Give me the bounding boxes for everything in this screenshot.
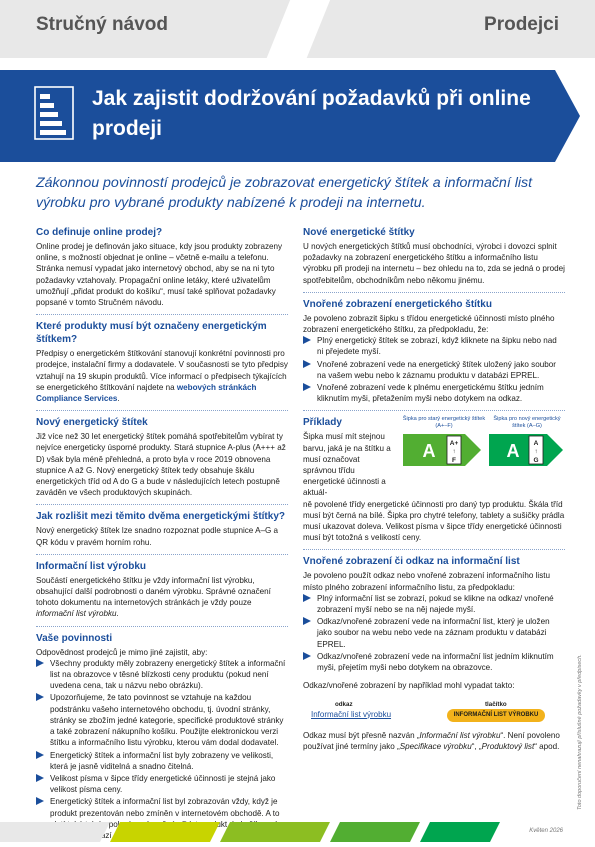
section-nested-label <box>303 298 565 405</box>
compliance-services-link[interactable]: webových stránkách Compliance Services <box>36 382 257 404</box>
svg-text:↑: ↑ <box>534 449 538 456</box>
list-item: Energetický štítek a informační list byl zobrazován vždy, když je produkt prezentován nebo zmíněn v internetovém obchodě. A to <box>36 796 288 841</box>
nested-label-list <box>303 335 565 404</box>
section-heading: Vnořené zobrazení či odkaz na informační list <box>303 556 520 568</box>
section-text: Nový energetický štítek lze snadno rozpoznat podle stupnice A–G a QR kódu v pravém horním rohu. <box>36 526 279 547</box>
section-text: Je povoleno použít odkaz nebo vnořené zobrazení informačního listu místo plného zobrazení informačního listu, za předpokladu: <box>303 571 551 592</box>
audience-label: Prodejci <box>484 14 559 35</box>
arrow-class-text: A <box>506 441 520 462</box>
obligations-list <box>36 658 288 841</box>
scale-bottom: G <box>533 457 539 465</box>
footer-stripes <box>0 822 595 842</box>
side-disclaimer: Toto doporučení nenahrazují příslušné požadavky v předpisech. <box>577 654 583 810</box>
list-item: Vnořené zobrazení vede k plnému energetickému štítku jedním kliknutím myši, přetažením myši nebo dotykem na odkaz. <box>303 382 565 404</box>
label-old-caption: Šipka pro starý energetický štítek (A+–F) <box>402 416 486 430</box>
closing-text: Odkaz musí být přesně nazván „Informační list výrobku“. Není povoleno používat jiné termíny jako „Specifikace výrobku“, „Produktový list“ apod. <box>303 730 560 751</box>
section-info-sheet-link <box>303 555 565 751</box>
sample-button-label: tlačítko <box>485 700 507 708</box>
divider <box>36 626 288 627</box>
section-text: Odpovědnost prodejců je mimo jiné zajistit, aby: <box>36 647 208 657</box>
section-text: Předpisy o energetickém štítkování stanovují konkrétní povinnosti pro prodejce, instalační firmy a dodavatele. V současnosti se tyto předpisy vztahují na 19 skupin produktů. Více informací o předpisech týkajících se energetického štítkování najdete na webových stránkách Compliance Services. <box>36 349 288 404</box>
section-heading: Příklady <box>303 417 342 429</box>
link-samples <box>303 692 565 730</box>
list-item: Vnořené zobrazení vede na energetický štítek uložený jako soubor na vašem webu nebo k záznamu produktu v databázi EPREL. <box>303 359 565 381</box>
list-item: Plný energetický štítek se zobrazí, když kliknete na šipku nebo nad ni přejedete myší. <box>303 335 565 357</box>
info-sheet-list <box>303 593 565 673</box>
section-text: Online prodej je definován jako situace, kdy jsou produkty zobrazeny online, s možností objednat je online – včetně e-mailu a telefonu. Stránka nemusí vypadat jako internetový obchod, aby se na ni tyto požadavky vztahovaly. Propagační online letáky, které uživatelům umožňují „přidat produkt do košíku“, musí také splňovat požadavky popsané v tomto Stručném návodu. <box>36 242 283 308</box>
section-heading: Co definuje online prodej? <box>36 227 163 238</box>
section-heading: Nový energetický štítek <box>36 417 148 429</box>
divider <box>303 410 565 411</box>
list-item: Plný informační list se zobrazí, pokud se klikne na odkaz/ vnořené zobrazení myší nebo se na něj najede myší. <box>303 593 565 615</box>
section-heading: Jak rozlišit mezi těmito dvěma energetickými štítky? <box>36 511 285 523</box>
section-product-sheet <box>36 560 288 620</box>
list-item: Upozorňujeme, že tato povinnost se vztahuje na každou podstránku vašeho internetového obchodu, tj. úvodní stránky, stránky se zbožím jedné kategorie, specifické produktové stránky a také zobrazení nákupního košíku. Použijte elektronickou verzi štítku a informačního listu výrobku, kterou vám dodal dodavatel. <box>36 692 288 748</box>
right-column <box>303 226 565 758</box>
sample-info-button[interactable]: INFORMAČNÍ LIST VÝROBKU <box>447 709 545 722</box>
scale-top: A+ <box>449 440 459 448</box>
divider <box>303 549 565 550</box>
footer-date: Květen 2026 <box>529 828 563 834</box>
section-heading: Vnořené zobrazení energetického štítku <box>303 298 492 310</box>
header-divider <box>262 0 334 70</box>
list-item: Odkaz/vnořené zobrazení vede na informační list jedním kliknutím myši, přejetím myši nebo dotykem na obrazovce. <box>303 651 565 673</box>
section-heading: Které produkty musí být označeny energetickým štítkem? <box>36 321 267 346</box>
section-new-label <box>36 416 288 498</box>
sample-info-link[interactable]: Informační list výrobku <box>311 709 392 719</box>
section-text: Je povoleno zobrazit šipku s třídou energetické účinnosti místo plného zobrazení energetického štítku, za předpokladu, že: <box>303 313 555 335</box>
new-label-arrow <box>489 434 565 466</box>
divider <box>36 504 288 505</box>
example-intro: Odkaz/vnořené zobrazení by například mohl vypadat takto: <box>303 681 515 691</box>
list-item: Velikost písma v šipce třídy energetické účinnosti je stejná jako velikost písma ceny. <box>36 773 288 795</box>
list-item: Energetický štítek a informační list byly zobrazeny ve velikosti, která je jasně viditelná a snadno čitelná. <box>36 750 288 772</box>
section-text: Již více než 30 let energetický štítek pomáhá spotřebitelům vybírat ty nejvíce energeticky úsporné produkty. Stará stupnice A-plus (A+++ až D) však byla méně přehledná, a proto byla v roce 2019 obnovena stupnice A až G. Nový energetický štítek tedy obsahuje škálu energetických tříd od A do G a bude v následujících letech postupně zaváděn ve všech produktových skupinách. <box>36 432 286 498</box>
list-item: Odkaz/vnořené zobrazení vede na informační list, který je uložen jako soubor na webu nebo vede na záznam produktu v databázi EPREL. <box>303 616 565 650</box>
section-heading: Nové energetické štítky <box>303 227 415 238</box>
section-labelled-products <box>36 320 288 404</box>
svg-text:↑: ↑ <box>452 449 456 456</box>
section-heading: Informační list výrobku <box>36 560 147 572</box>
sample-link-label: odkaz <box>335 700 353 708</box>
divider <box>36 554 288 555</box>
energy-label-icon <box>34 86 74 140</box>
section-distinguish <box>36 510 288 547</box>
section-heading: Vaše povinnosti <box>36 632 113 644</box>
scale-bottom: F <box>452 457 456 465</box>
section-text: Součástí energetického štítku je vždy informační list výrobku, obsahující další podrobnosti o daném výrobku. Správné označení tohoto dokumentu na internetových stránkách je vždy pouze informační list výrobku. <box>36 575 271 619</box>
left-column <box>36 226 288 847</box>
section-text: U nových energetických štítků musí obchodníci, výrobci i dovozci splnit požadavky na zobrazení energetického štítku a informačního listu výrobku při prodeji na internetu – bez ohledu na to, zda se jedná o prodej spotřebitelům, obchodníkům nebo někomu jinému. <box>303 242 565 285</box>
section-text: ně povolené třídy energetické účinnosti pro daný typ produktu. Škála tříd musí být černá na bílé. Šipka pro chytré telefony, tablety a sušičky prádla musí ukazovat doleva. Velikost písma v šipce třídy energetické účinnosti musí být totožná s velikostí ceny. <box>303 499 565 543</box>
page-title: Jak zajistit dodržování požadavků při online prodeji <box>92 87 531 140</box>
scale-top: A <box>533 440 539 448</box>
top-header <box>0 0 595 58</box>
divider <box>36 314 288 315</box>
label-new-caption: Šipka pro nový energetický štítek (A–G) <box>493 416 561 430</box>
doc-type-label: Stručný návod <box>36 14 168 35</box>
arrow-class-text: A <box>422 441 436 462</box>
divider <box>303 292 565 293</box>
section-online-sale <box>36 226 288 308</box>
intro-text: Zákonnou povinností prodejců je zobrazovat energetický štítek a informační list výrobku pro vybrané produkty nabízené k prodeji na internetu. <box>36 175 533 211</box>
old-label-arrow <box>403 434 483 466</box>
section-examples <box>303 416 565 543</box>
list-item: Všechny produkty měly zobrazeny energetický štítek a informační list na obrazovce v těsné blízkosti ceny produktu (pokud není uvedena cena, tak u názvu nebo obrázku). <box>36 658 288 692</box>
divider <box>36 410 288 411</box>
section-new-labels <box>303 226 565 286</box>
section-obligations <box>36 632 288 841</box>
section-text-wrap: Šipka musí mít stejnou barvu, jaká je na štítku a musí označovat správnou třídu energetické účinnosti a aktuál- <box>303 432 391 498</box>
